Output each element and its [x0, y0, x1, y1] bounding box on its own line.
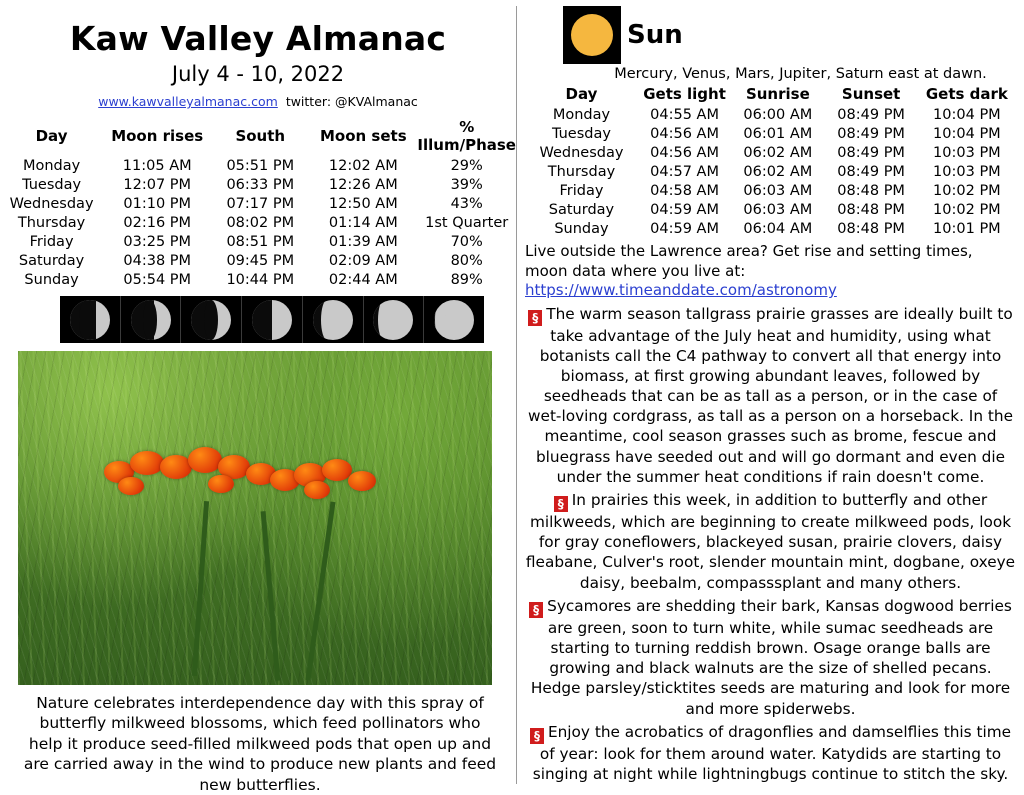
cell-day: Sunday — [24, 271, 79, 288]
cell-sunrise: 06:03 AM — [743, 182, 813, 199]
sun-heading: Sun — [627, 20, 683, 50]
photo-blossom — [188, 447, 222, 473]
paragraph-trees — [525, 596, 1016, 719]
cell-getslight: 04:58 AM — [650, 182, 719, 199]
cell-illum: 39% — [450, 176, 483, 193]
cell-getsdark: 10:02 PM — [933, 201, 1001, 218]
cell-illum: 1st Quarter — [425, 214, 509, 231]
cell-moonset: 01:39 AM — [328, 233, 398, 250]
table-row — [525, 200, 1016, 219]
cell-getslight: 04:59 AM — [650, 220, 719, 237]
cell-moonset: 12:26 AM — [328, 176, 398, 193]
cell-moonrise: 11:05 AM — [122, 157, 192, 174]
moon-phase-icon — [121, 296, 182, 343]
sun-col-sunset: Sunset — [841, 85, 901, 103]
cell-illum: 29% — [450, 157, 483, 174]
moon-table-header-row — [0, 117, 516, 156]
cell-illum: 70% — [450, 233, 483, 250]
cell-day: Monday — [22, 157, 81, 174]
moon-col-rises: Moon rises — [111, 127, 204, 145]
cell-south: 05:51 PM — [226, 157, 295, 174]
table-row — [0, 232, 516, 251]
moon-col-illum: % Illum/Phase — [417, 118, 516, 154]
cell-moonset: 01:14 AM — [328, 214, 398, 231]
section-marker-icon: § — [530, 728, 544, 744]
cell-getsdark: 10:02 PM — [933, 182, 1001, 199]
sun-col-sunrise: Sunrise — [745, 85, 810, 103]
paragraph-prairie-flowers — [525, 490, 1016, 593]
cell-south: 06:33 PM — [226, 176, 295, 193]
cell-moonrise: 03:25 PM — [123, 233, 192, 250]
cell-getsdark: 10:04 PM — [933, 106, 1001, 123]
link-line — [0, 94, 516, 109]
section-marker-icon: § — [528, 310, 542, 326]
cell-sunrise: 06:04 AM — [743, 220, 813, 237]
paragraph-text: Enjoy the acrobatics of dragonflies and damselflies this time of year: look for them around water. Katydids are starting to singing at night while lightningbugs continue to stitch the sky. — [532, 722, 1012, 783]
timeanddate-link[interactable]: https://www.timeanddate.com/astronomy — [525, 281, 837, 299]
table-row — [0, 175, 516, 194]
sun-col-day: Day — [565, 85, 598, 103]
table-row — [0, 194, 516, 213]
cell-sunset: 08:49 PM — [837, 144, 905, 161]
cell-sunrise: 06:03 AM — [743, 201, 813, 218]
cell-getslight: 04:56 AM — [650, 144, 719, 161]
cell-south: 08:51 PM — [226, 233, 295, 250]
cell-day: Wednesday — [9, 195, 94, 212]
table-row — [0, 251, 516, 270]
photo-blossom — [348, 471, 376, 491]
cell-getsdark: 10:01 PM — [933, 220, 1001, 237]
cell-day: Monday — [552, 106, 611, 123]
paragraph-text: In prairies this week, in addition to butterfly and other milkweeds, which are beginning to create milkweed pods, look for gray coneflowers, blackeyed susan, prairie clovers, daisy fleabane, Culver's root, slender mountain mint, dogbane, oxeye daisy, beebalm, compasssplant and many others. — [525, 491, 1016, 592]
table-row — [0, 156, 516, 175]
photo-blossom — [130, 451, 164, 475]
milkweed-photo — [18, 351, 492, 685]
moon-phase-strip — [60, 296, 484, 343]
cell-getslight: 04:56 AM — [650, 125, 719, 142]
website-link[interactable]: www.kawvalleyalmanac.com — [98, 94, 278, 109]
cell-sunset: 08:49 PM — [837, 163, 905, 180]
cell-sunset: 08:48 PM — [837, 201, 905, 218]
sun-col-getsdark: Gets dark — [925, 85, 1008, 103]
section-marker-icon: § — [554, 496, 568, 512]
sun-table-header-row — [525, 84, 1016, 105]
cell-getsdark: 10:03 PM — [933, 163, 1001, 180]
cell-day: Tuesday — [22, 176, 82, 193]
table-row — [525, 219, 1016, 238]
paragraph-text: Sycamores are shedding their bark, Kansas dogwood berries are green, soon to turn white, while sumac seedheads are starting to turning reddish brown. Osage orange balls are growing and black walnuts are the size of shelled pecans. Hedge parsley/sticktites seeds are maturing and look for more and more spiderwebs. — [530, 596, 1012, 718]
cell-sunset: 08:48 PM — [837, 182, 905, 199]
sun-icon — [563, 6, 621, 64]
cell-getslight: 04:55 AM — [650, 106, 719, 123]
cell-day: Wednesday — [539, 144, 624, 161]
cell-getsdark: 10:03 PM — [933, 144, 1001, 161]
cell-moonrise: 01:10 PM — [123, 195, 192, 212]
cell-getslight: 04:59 AM — [650, 201, 719, 218]
cell-moonrise: 12:07 PM — [123, 176, 192, 193]
photo-blossom — [304, 481, 330, 499]
cell-sunrise: 06:02 AM — [743, 163, 813, 180]
cell-sunrise: 06:02 AM — [743, 144, 813, 161]
paragraph-text: The warm season tallgrass prairie grasses are ideally built to take advantage of the July heat and humidity, using what botanists call the C4 pathway to convert all that energy into biomass, at first growing abundant leaves, followed by seedheads that can be as tall as a person, or in the case of wet-loving cordgrass, as tall as a person on a horseback. In the meantime, cool season grasses such as brome, fescue and bluegrass have seeded out and will go dormant and even die under the summer heat conditions if rain doesn't come. — [528, 304, 1013, 486]
cell-sunrise: 06:00 AM — [743, 106, 813, 123]
cell-moonset: 02:09 AM — [328, 252, 398, 269]
moon-phase-icon — [303, 296, 364, 343]
cell-day: Tuesday — [551, 125, 611, 142]
cell-moonset: 12:50 AM — [328, 195, 398, 212]
right-column — [517, 0, 1024, 790]
cell-day: Friday — [559, 182, 604, 199]
moon-col-day: Day — [35, 127, 68, 145]
table-row — [0, 213, 516, 232]
photo-grass-texture — [18, 351, 492, 685]
paragraph-grasses — [525, 304, 1016, 488]
moon-col-sets: Moon sets — [319, 127, 407, 145]
table-row — [525, 162, 1016, 181]
cell-getsdark: 10:04 PM — [933, 125, 1001, 142]
planet-visibility-note: Mercury, Venus, Mars, Jupiter, Saturn east at dawn. — [614, 66, 987, 82]
table-row — [0, 270, 516, 289]
cell-moonrise: 04:38 PM — [123, 252, 192, 269]
moon-phase-icon — [424, 296, 484, 343]
cell-day: Saturday — [548, 201, 615, 218]
cell-sunrise: 06:01 AM — [743, 125, 813, 142]
cell-moonset: 12:02 AM — [328, 157, 398, 174]
cell-day: Sunday — [554, 220, 609, 237]
cell-day: Saturday — [18, 252, 85, 269]
photo-blossom — [118, 477, 144, 495]
section-marker-icon: § — [529, 602, 543, 618]
cell-south: 09:45 PM — [226, 252, 295, 269]
cell-illum: 89% — [450, 271, 483, 288]
cell-illum: 43% — [450, 195, 483, 212]
table-row — [525, 143, 1016, 162]
page-title: Kaw Valley Almanac — [69, 19, 447, 58]
cell-moonset: 02:44 AM — [328, 271, 398, 288]
moon-col-south: South — [235, 127, 286, 145]
moon-phase-icon — [181, 296, 242, 343]
twitter-handle: twitter: @KVAlmanac — [285, 94, 418, 109]
live-note-text: Live outside the Lawrence area? Get rise and setting times, moon data where you live at: — [525, 242, 973, 280]
photo-blossom — [208, 475, 234, 493]
cell-sunset: 08:49 PM — [837, 125, 905, 142]
cell-moonrise: 02:16 PM — [123, 214, 192, 231]
cell-getslight: 04:57 AM — [650, 163, 719, 180]
sun-table — [525, 84, 1016, 238]
cell-south: 07:17 PM — [226, 195, 295, 212]
sun-header — [525, 6, 1016, 64]
moon-phase-icon — [364, 296, 425, 343]
cell-day: Friday — [29, 233, 74, 250]
cell-sunset: 08:49 PM — [837, 106, 905, 123]
moon-phase-icon — [242, 296, 303, 343]
cell-day: Thursday — [17, 214, 86, 231]
cell-moonrise: 05:54 PM — [123, 271, 192, 288]
table-row — [525, 105, 1016, 124]
cell-south: 08:02 PM — [226, 214, 295, 231]
table-row — [525, 124, 1016, 143]
cell-sunset: 08:48 PM — [837, 220, 905, 237]
moon-table — [0, 117, 516, 289]
live-outside-note — [525, 242, 1016, 301]
moon-phase-icon — [60, 296, 121, 343]
table-row — [525, 181, 1016, 200]
cell-illum: 80% — [450, 252, 483, 269]
cell-day: Thursday — [547, 163, 616, 180]
photo-caption: Nature celebrates interdependence day with this spray of butterfly milkweed blossoms, which feed pollinators who help it produce seed-filled milkweed pods that open up and are carried away in the wind to produce new plants and feed new butterflies. — [23, 694, 497, 794]
sun-col-getslight: Gets light — [643, 85, 726, 103]
cell-south: 10:44 PM — [226, 271, 295, 288]
paragraph-insects — [525, 722, 1016, 784]
date-range: July 4 - 10, 2022 — [171, 62, 345, 86]
